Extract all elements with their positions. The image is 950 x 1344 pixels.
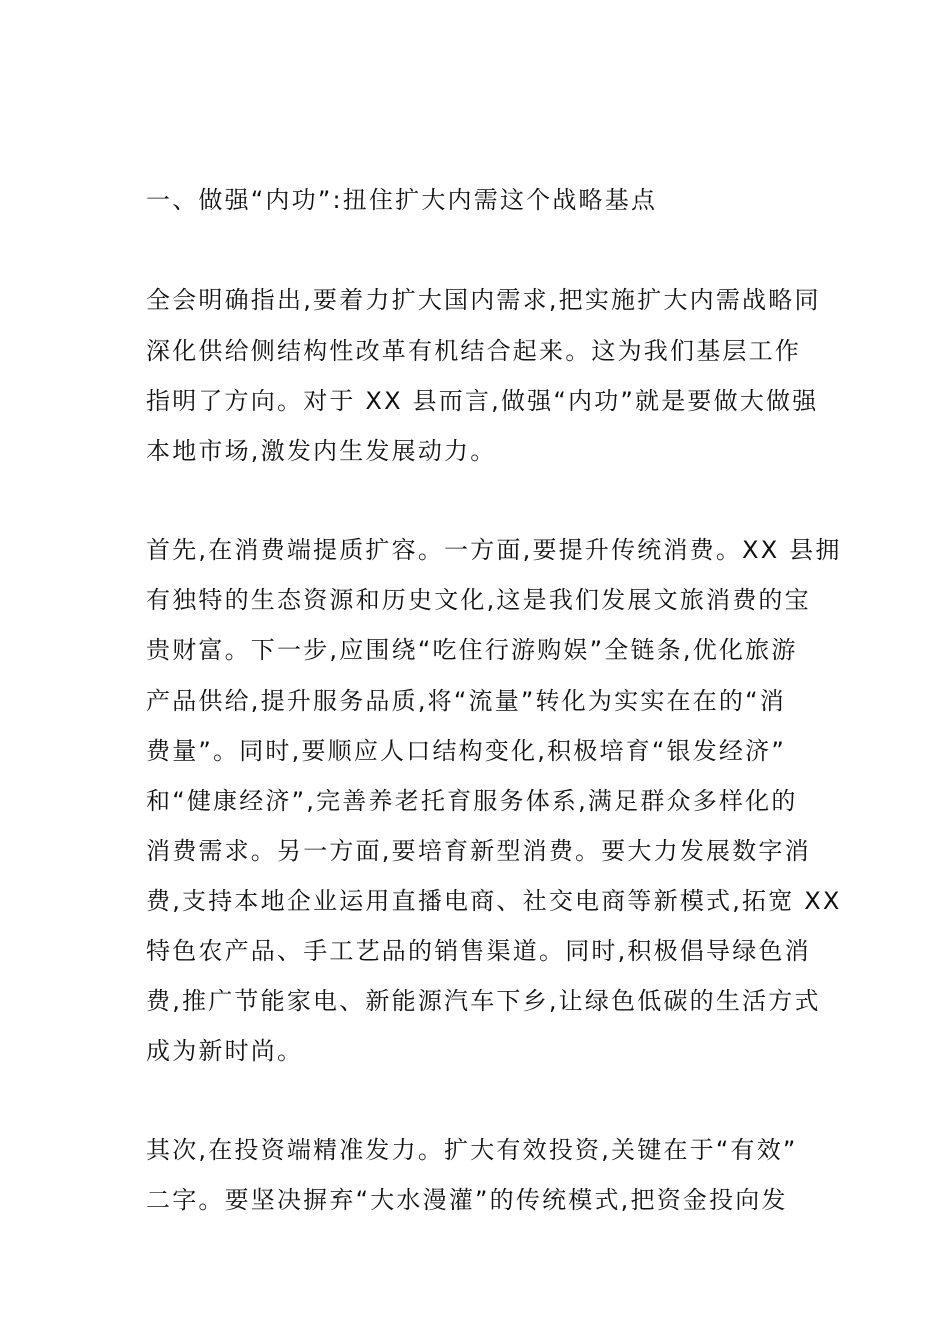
- paragraph-line: 二字。要坚决摒弃“大水漫灌”的传统模式,把资金投向发: [146, 1186, 788, 1214]
- paragraph-line: 本地市场,激发内生发展动力。: [146, 437, 497, 465]
- paragraph-line: 费,支持本地企业运用直播电商、社交电商等新模式,拓宽 XX: [146, 887, 842, 915]
- paragraph-line: 贵财富。下一步,应围绕“吃住行游购娱”全链条,优化旅游: [146, 636, 798, 664]
- section-heading: 一、做强“内功”:扭住扩大内需这个战略基点: [146, 186, 658, 214]
- paragraph-line: 全会明确指出,要着力扩大国内需求,把实施扩大内需战略同: [146, 286, 821, 314]
- paragraph-line: 成为新时尚。: [146, 1037, 304, 1065]
- paragraph-line: 消费需求。另一方面,要培育新型消费。要大力发展数字消: [146, 837, 811, 865]
- paragraph-line: 深化供给侧结构性改革有机结合起来。这为我们基层工作: [146, 337, 801, 365]
- paragraph-line: 指明了方向。对于 XX 县而言,做强“内功”就是要做大做强: [146, 387, 819, 415]
- paragraph-line: 费,推广节能家电、新能源汽车下乡,让绿色低碳的生活方式: [146, 987, 821, 1015]
- paragraph-line: 费量”。同时,要顺应人口结构变化,积极培育“银发经济”: [146, 737, 786, 765]
- paragraph-line: 特色农产品、手工艺品的销售渠道。同时,积极倡导绿色消: [146, 937, 811, 965]
- paragraph-line: 和“健康经济”,完善养老托育服务体系,满足群众多样化的: [146, 787, 798, 815]
- paragraph-line: 其次,在投资端精准发力。扩大有效投资,关键在于“有效”: [146, 1136, 798, 1164]
- paragraph-line: 产品供给,提升服务品质,将“流量”转化为实实在在的“消: [146, 687, 786, 715]
- paragraph-line: 首先,在消费端提质扩容。一方面,要提升传统消费。XX 县拥: [146, 536, 842, 564]
- paragraph-line: 有独特的生态资源和历史文化,这是我们发展文旅消费的宝: [146, 586, 811, 614]
